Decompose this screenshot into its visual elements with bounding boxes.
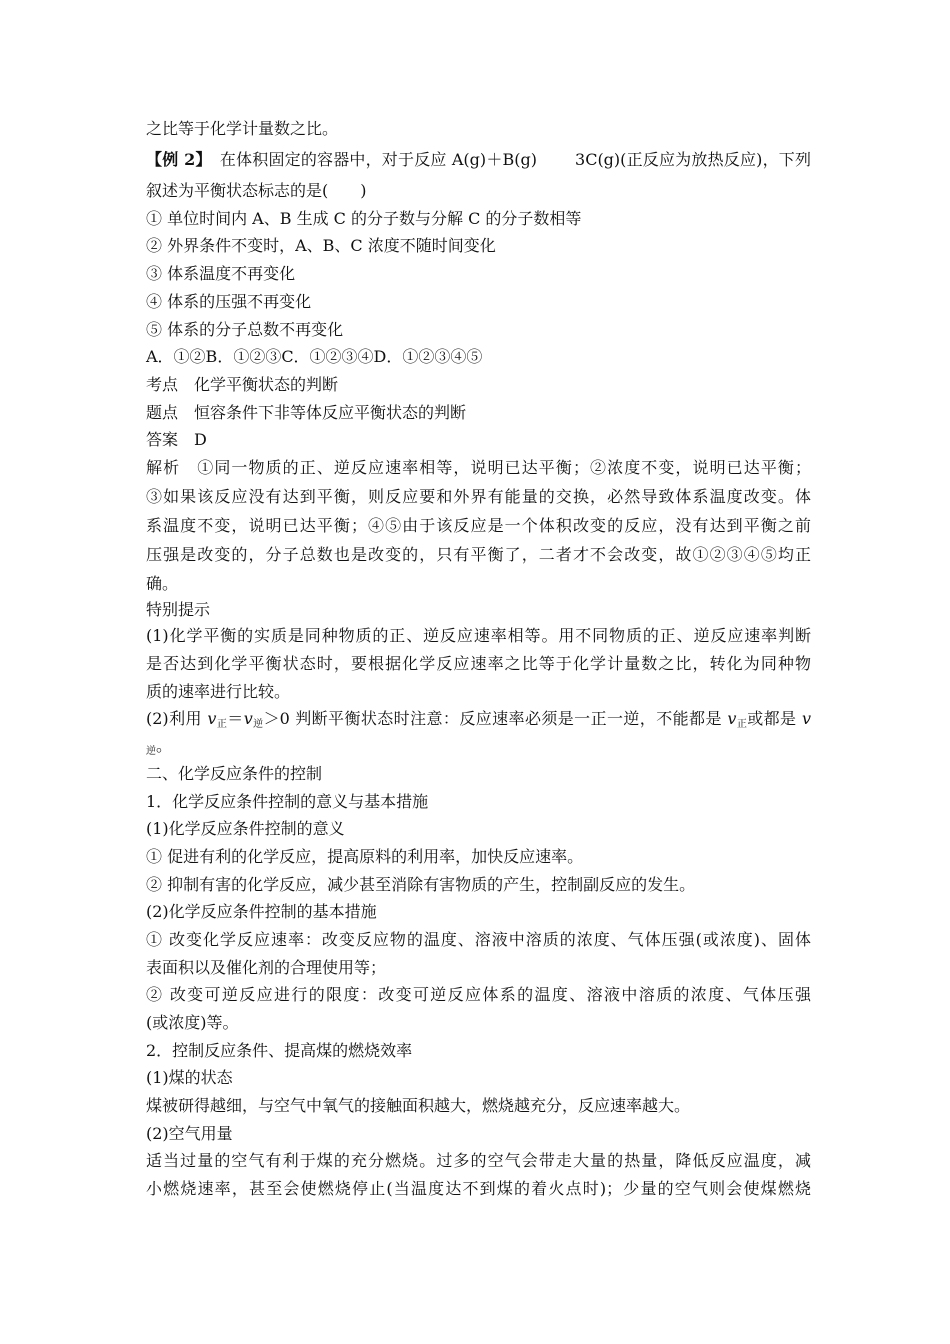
text-line: 叙述为平衡状态标志的是( ) (146, 181, 367, 200)
text-line: 表面积以及催化剂的合理使用等； (146, 958, 387, 977)
subscript-reverse: 逆 (252, 719, 264, 730)
subsection-heading: 1．化学反应条件控制的意义与基本措施 (146, 792, 429, 811)
subscript-forward: 正 (736, 719, 748, 730)
text-line: (2)化学反应条件控制的基本措施 (146, 902, 377, 921)
rate-symbol: v (243, 709, 253, 728)
example-heading-line: 【例 2】 在体积固定的容器中，对于反应 A(g)＋B(g) 3C(g)(正反应为放热反应)，下列 (146, 150, 811, 169)
text-line: 小燃烧速率，甚至会使燃烧停止(当温度达不到煤的着火点时)；少量的空气则会使煤燃烧 (146, 1179, 811, 1198)
text-line: ① 促进有利的化学反应，提高原料的利用率，加快反应速率。 (146, 847, 584, 866)
text-line: (1)化学平衡的实质是同种物质的正、逆反应速率相等。用不同物质的正、逆反应速率判断 (146, 626, 811, 645)
answer-line: 答案 D (146, 430, 207, 449)
text-line: (或浓度)等。 (146, 1013, 239, 1032)
option-line: ③ 体系温度不再变化 (146, 264, 296, 283)
tip-heading: 特别提示 (146, 600, 211, 619)
rate-symbol: v (801, 709, 812, 728)
text-line: 题点 恒容条件下非等体反应平衡状态的判断 (146, 403, 467, 422)
text-line: 压强是改变的，分子总数也是改变的，只有平衡了，二者才不会改变，故①②③④⑤均正 (146, 545, 811, 564)
text-line: 解析 ①同一物质的正、逆反应速率相等，说明已达平衡；②浓度不变，说明已达平衡； (146, 458, 811, 477)
rate-symbol: v (207, 709, 217, 728)
rate-condition-line: (2)利用 v正＝v逆＞0 判断平衡状态时注意：反应速率必须是一正一逆，不能都是 v正或都是 v (146, 709, 812, 730)
option-line: ① 单位时间内 A、B 生成 C 的分子数与分解 C 的分子数相等 (146, 209, 582, 228)
text-line: 煤被研得越细，与空气中氧气的接触面积越大，燃烧越充分，反应速率越大。 (146, 1096, 691, 1115)
rate-symbol: v (727, 709, 737, 728)
text-line: ② 抑制有害的化学反应，减少甚至消除有害物质的产生，控制副反应的发生。 (146, 875, 696, 894)
option-line: ④ 体系的压强不再变化 (146, 292, 312, 311)
text-line: (1)煤的状态 (146, 1068, 233, 1087)
text-line: ③如果该反应没有达到平衡，则反应要和外界有能量的交换，必然导致体系温度改变。体 (146, 487, 811, 506)
text-line: (1)化学反应条件控制的意义 (146, 819, 345, 838)
example-label: 【例 2】 (146, 150, 204, 169)
text-line: 逆。 (146, 736, 173, 757)
option-line: ⑤ 体系的分子总数不再变化 (146, 320, 344, 339)
answer-choices-line: A．①②B．①②③C．①②③④D．①②③④⑤ (146, 347, 483, 366)
subscript-reverse: 逆 (146, 746, 156, 757)
text-line: 是否达到化学平衡状态时，要根据化学反应速率之比等于化学计量数之比，转化为同种物 (146, 654, 811, 673)
text-line: 适当过量的空气有利于煤的充分燃烧。过多的空气会带走大量的热量，降低反应温度，减 (146, 1151, 811, 1170)
text-line: 确。 (146, 574, 179, 593)
text-line: ② 改变可逆反应进行的限度：改变可逆反应体系的温度、溶液中溶质的浓度、气体压强 (146, 985, 811, 1004)
subsection-heading: 2．控制反应条件、提高煤的燃烧效率 (146, 1041, 413, 1060)
text-line: 之比等于化学计量数之比。 (146, 119, 339, 138)
text-line: ① 改变化学反应速率：改变反应物的温度、溶液中溶质的浓度、气体压强(或浓度)、固体 (146, 930, 811, 949)
section-heading: 二、化学反应条件的控制 (146, 764, 323, 783)
text-line: (2)空气用量 (146, 1124, 233, 1143)
text-line: 考点 化学平衡状态的判断 (146, 375, 339, 394)
text-line: 质的速率进行比较。 (146, 682, 291, 701)
subscript-forward: 正 (216, 719, 228, 730)
text-line: 系温度不变，说明已达平衡；④⑤由于该反应是一个体积改变的反应，没有达到平衡之前 (146, 516, 811, 535)
option-line: ② 外界条件不变时，A、B、C 浓度不随时间变化 (146, 236, 496, 255)
